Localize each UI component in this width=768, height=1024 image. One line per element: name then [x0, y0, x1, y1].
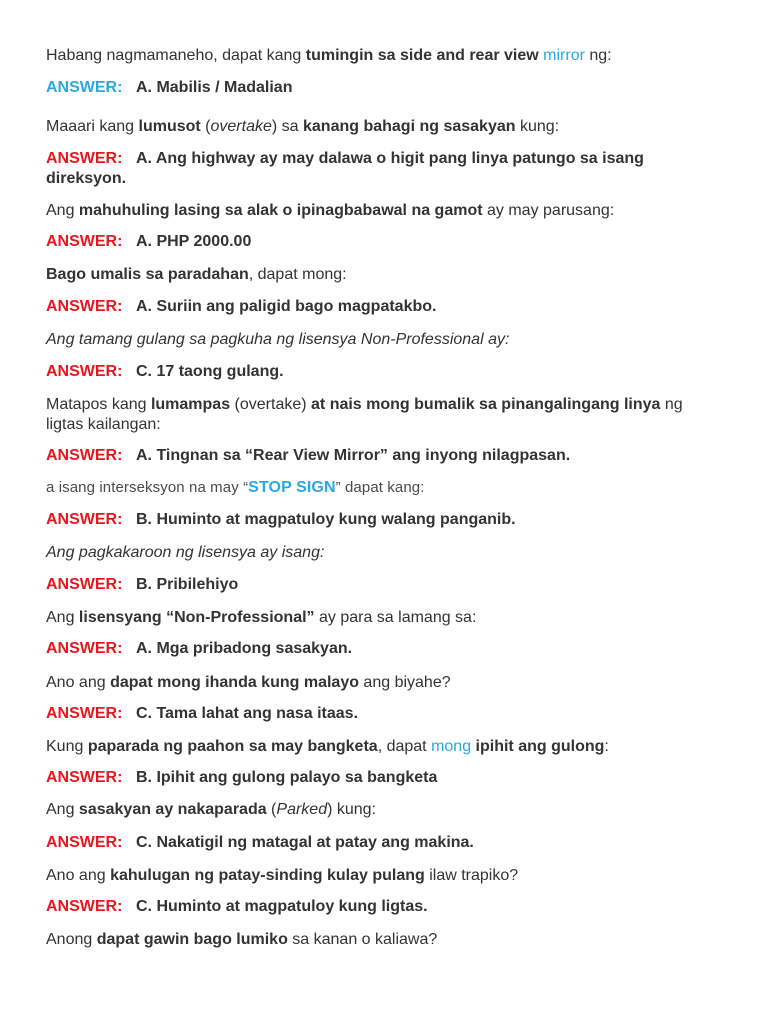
answer-text: A. Mabilis / Madalian — [136, 79, 293, 96]
question-text: ligtas kailangan: — [46, 416, 161, 433]
question-text: ay may parusang: — [482, 202, 615, 219]
answer-text: A. Tingnan sa “Rear View Mirror” ang inyong nilagpasan. — [136, 447, 571, 464]
answer-item — [46, 704, 358, 724]
question-item — [46, 478, 425, 498]
answer-label: ANSWER: — [46, 576, 123, 593]
question-text: ) kung: — [327, 801, 377, 818]
answer-item — [46, 446, 570, 466]
question-highlight: STOP SIGN — [248, 479, 336, 496]
question-text: (overtake) — [230, 396, 312, 413]
question-item — [46, 608, 476, 628]
question-keyword: tumingin sa side and rear view — [305, 47, 544, 64]
answer-text: C. Nakatigil ng matagal at patay ang makina. — [136, 834, 474, 851]
question-item — [46, 673, 451, 693]
answer-item — [46, 897, 428, 917]
answer-text: C. Huminto at magpatuloy kung ligtas. — [136, 898, 428, 915]
question-text: ” dapat kang: — [335, 479, 425, 496]
question-text: Ang — [46, 609, 79, 626]
answer-item — [46, 78, 292, 98]
question-text: a isang interseksyon na may “ — [46, 479, 249, 496]
answer-item — [46, 768, 437, 788]
answer-label: ANSWER: — [46, 834, 123, 851]
question-text: Maaari kang — [46, 118, 139, 135]
question-keyword: kanang bahagi ng sasakyan — [303, 118, 516, 135]
question-keyword: ipihit ang gulong — [475, 738, 605, 755]
question-text: Matapos kang — [46, 396, 151, 413]
answer-item — [46, 833, 474, 853]
question-keyword: Bago umalis sa paradahan — [46, 266, 249, 283]
question-italic: overtake — [210, 118, 272, 135]
question-item — [46, 866, 518, 886]
answer-text: A. Suriin ang paligid bago magpatakbo. — [136, 298, 437, 315]
answer-text: C. Tama lahat ang nasa itaas. — [136, 705, 359, 722]
question-item — [46, 930, 437, 950]
question-text: Ano ang — [46, 674, 111, 691]
question-keyword: at nais mong bumalik sa pinangalingang linya — [311, 396, 661, 413]
answer-label: ANSWER: — [46, 511, 123, 528]
question-italic: Ang pagkakaroon ng lisensya ay isang: — [46, 544, 325, 561]
answer-item — [46, 297, 436, 317]
answer-label: ANSWER: — [46, 769, 123, 786]
question-item — [46, 395, 683, 435]
answer-label: ANSWER: — [46, 298, 123, 315]
question-text: Anong — [46, 931, 97, 948]
question-item — [46, 330, 509, 350]
answer-text: B. Pribilehiyo — [136, 576, 239, 593]
answer-text: A. PHP 2000.00 — [136, 233, 252, 250]
question-keyword: sasakyan ay nakaparada — [78, 801, 267, 818]
question-text: Habang nagmamaneho, dapat kang — [46, 47, 306, 64]
answer-label: ANSWER: — [46, 363, 123, 380]
question-italic: Ang tamang gulang sa pagkuha ng lisensya Non-Professional ay: — [46, 331, 510, 348]
answer-text: A. Mga pribadong sasakyan. — [136, 640, 353, 657]
question-item — [46, 46, 612, 66]
answer-item — [46, 232, 251, 252]
question-text: , dapat — [377, 738, 432, 755]
question-italic: Parked — [276, 801, 328, 818]
question-item — [46, 543, 324, 563]
question-keyword: mahuhuling lasing sa alak o ipinagbabawal na gamot — [78, 202, 483, 219]
question-text: Ang — [46, 801, 79, 818]
answer-label: ANSWER: — [46, 898, 123, 915]
answer-label: ANSWER: — [46, 705, 123, 722]
answer-item — [46, 510, 516, 530]
question-text: Kung — [46, 738, 88, 755]
question-item — [46, 737, 609, 757]
question-item — [46, 800, 376, 820]
answer-text: direksyon. — [46, 170, 127, 187]
answer-item — [46, 639, 352, 659]
question-text: ng — [660, 396, 683, 413]
question-text: ilaw trapiko? — [424, 867, 519, 884]
question-text: kung: — [515, 118, 560, 135]
answer-text: A. Ang highway ay may dalawa o higit pang linya patungo sa isang — [136, 150, 644, 167]
answer-label: ANSWER: — [46, 447, 123, 464]
question-keyword: kahulugan ng patay-sinding kulay pulang — [110, 867, 425, 884]
question-text: : — [604, 738, 609, 755]
answer-label: ANSWER: — [46, 79, 123, 96]
answer-item — [46, 575, 238, 595]
question-text: ang biyahe? — [358, 674, 451, 691]
question-keyword: paparada ng paahon sa may bangketa — [87, 738, 378, 755]
question-item — [46, 201, 614, 221]
answer-text: B. Huminto at magpatuloy kung walang panganib. — [136, 511, 516, 528]
answer-text: B. Ipihit ang gulong palayo sa bangketa — [136, 769, 438, 786]
question-keyword: dapat mong ihanda kung malayo — [110, 674, 359, 691]
question-text: ) sa — [271, 118, 303, 135]
question-keyword: dapat gawin bago lumiko — [96, 931, 288, 948]
answer-item — [46, 149, 644, 189]
question-text: ( — [200, 118, 211, 135]
question-item — [46, 265, 347, 285]
question-highlight: mong — [431, 738, 472, 755]
answer-text: C. 17 taong gulang. — [136, 363, 284, 380]
answer-label: ANSWER: — [46, 150, 123, 167]
question-keyword: lumusot — [138, 118, 201, 135]
question-text: ( — [266, 801, 277, 818]
question-text: , dapat mong: — [248, 266, 347, 283]
question-keyword: lisensyang “Non-Professional” — [78, 609, 315, 626]
question-highlight: mirror — [543, 47, 585, 64]
answer-label: ANSWER: — [46, 233, 123, 250]
question-item — [46, 117, 559, 137]
question-text: Ang — [46, 202, 79, 219]
question-text: sa kanan o kaliawa? — [287, 931, 438, 948]
answer-label: ANSWER: — [46, 640, 123, 657]
question-keyword: lumampas — [150, 396, 231, 413]
question-text: ay para sa lamang sa: — [314, 609, 477, 626]
question-text: Ano ang — [46, 867, 111, 884]
question-text: ng: — [584, 47, 612, 64]
answer-item — [46, 362, 284, 382]
